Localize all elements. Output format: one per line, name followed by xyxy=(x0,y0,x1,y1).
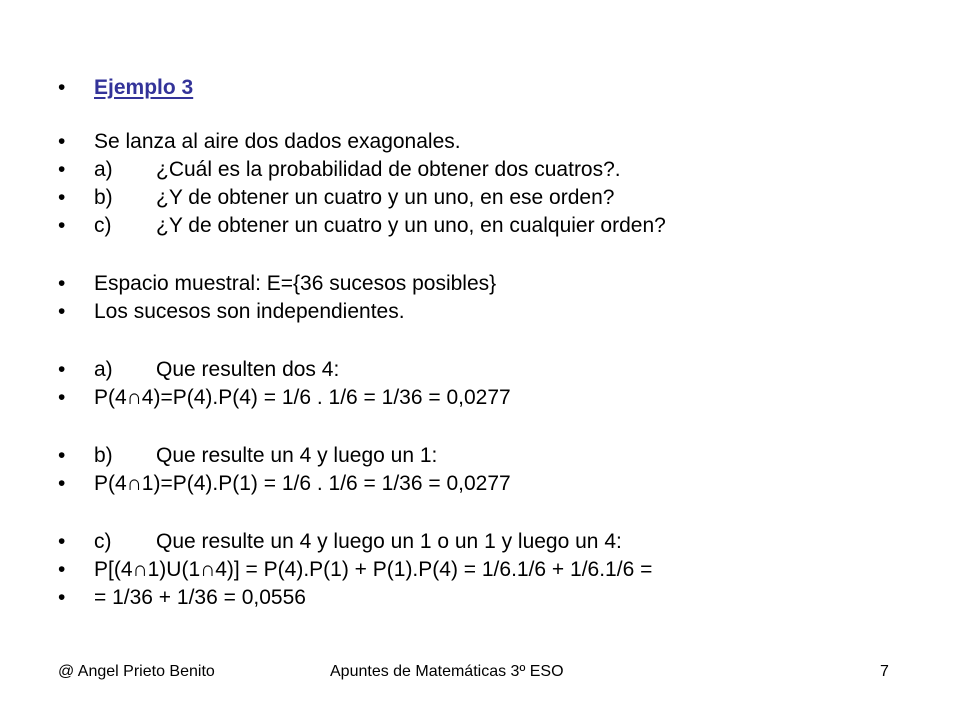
line-text: Espacio muestral: E={36 sucesos posibles} xyxy=(94,272,497,295)
bullet-icon: • xyxy=(58,444,66,467)
page-number: 7 xyxy=(880,663,889,680)
bullet-icon: • xyxy=(58,472,66,495)
bullet-icon: • xyxy=(58,586,66,609)
line-label: a) xyxy=(94,158,113,181)
line-text: P(4∩4)=P(4).P(4) = 1/6 . 1/6 = 1/36 = 0,0277 xyxy=(94,386,511,409)
bullet-icon: • xyxy=(58,558,66,581)
bullet-icon: • xyxy=(58,358,66,381)
bullet-icon: • xyxy=(58,186,66,209)
line-text: ¿Y de obtener un cuatro y un uno, en ese orden? xyxy=(156,186,615,209)
line-label: c) xyxy=(94,214,112,237)
line-text: Los sucesos son independientes. xyxy=(94,300,405,323)
bullet-icon: • xyxy=(58,530,66,553)
line-text: P(4∩1)=P(4).P(1) = 1/6 . 1/6 = 1/36 = 0,0277 xyxy=(94,472,511,495)
bullet-icon: • xyxy=(58,214,66,237)
bullet-icon: • xyxy=(58,300,66,323)
line-text: Que resulte un 4 y luego un 1 o un 1 y luego un 4: xyxy=(156,530,622,553)
footer-course: Apuntes de Matemáticas 3º ESO xyxy=(330,663,564,680)
line-text: Que resulte un 4 y luego un 1: xyxy=(156,444,438,467)
line-label: c) xyxy=(94,530,112,553)
title-text: Ejemplo 3 xyxy=(94,76,194,99)
line-label: a) xyxy=(94,358,113,381)
line-text: ¿Y de obtener un cuatro y un uno, en cualquier orden? xyxy=(156,214,666,237)
bullet-icon: • xyxy=(58,158,66,181)
line-text: P[(4∩1)U(1∩4)] = P(4).P(1) + P(1).P(4) = 1/6.1/6 + 1/6.1/6 = xyxy=(94,558,653,581)
line-text: = 1/36 + 1/36 = 0,0556 xyxy=(94,586,306,609)
line-text: Se lanza al aire dos dados exagonales. xyxy=(94,130,461,153)
line-text: Que resulten dos 4: xyxy=(156,358,340,381)
line-label: b) xyxy=(94,186,113,209)
line-label: b) xyxy=(94,444,113,467)
bullet-icon: • xyxy=(58,76,66,99)
bullet-icon: • xyxy=(58,272,66,295)
bullet-icon: • xyxy=(58,386,66,409)
line-text: ¿Cuál es la probabilidad de obtener dos cuatros?. xyxy=(156,158,621,181)
bullet-icon: • xyxy=(58,130,66,153)
footer-author: @ Angel Prieto Benito xyxy=(58,663,215,680)
